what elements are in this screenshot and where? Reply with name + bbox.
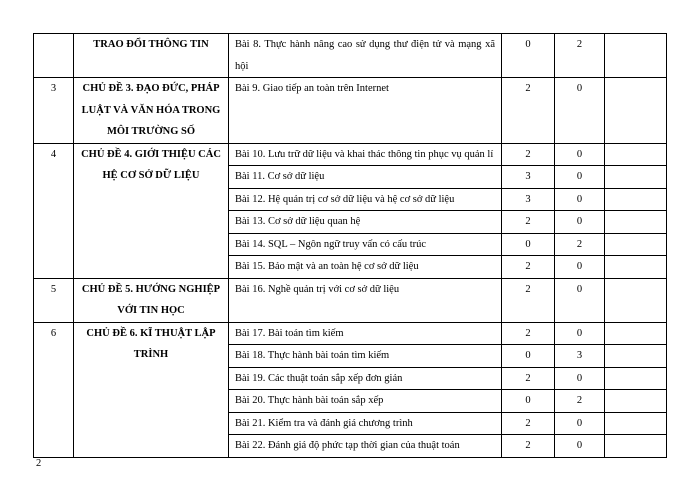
table-row: [34, 322, 667, 345]
theory-periods: 2: [502, 256, 555, 279]
theory-periods: 0: [502, 390, 555, 413]
practice-periods: 0: [555, 435, 605, 458]
lesson-title: Bài 12. Hệ quản trị cơ sở dữ liệu và hệ cơ sở dữ liệu: [229, 188, 502, 211]
theory-periods: 3: [502, 188, 555, 211]
theory-periods: 2: [502, 278, 555, 322]
lesson-title: Bài 10. Lưu trữ dữ liệu và khai thác thông tin phục vụ quản lí: [229, 143, 502, 166]
table-row: [34, 78, 667, 144]
practice-periods: 2: [555, 390, 605, 413]
notes-cell: [605, 345, 667, 368]
topic-title: CHỦ ĐỀ 6. KĨ THUẬT LẬP TRÌNH: [74, 322, 229, 457]
practice-periods: 0: [555, 166, 605, 189]
topic-title: CHỦ ĐỀ 4. GIỚI THIỆU CÁC HỆ CƠ SỞ DỮ LIỆU: [74, 143, 229, 278]
topic-number: [34, 34, 74, 78]
lesson-title: Bài 17. Bài toán tìm kiếm: [229, 322, 502, 345]
table-row: [34, 278, 667, 322]
theory-periods: 2: [502, 412, 555, 435]
practice-periods: 2: [555, 233, 605, 256]
lesson-title: Bài 11. Cơ sở dữ liệu: [229, 166, 502, 189]
notes-cell: [605, 143, 667, 166]
lesson-title: Bài 14. SQL – Ngôn ngữ truy vấn có cấu trúc: [229, 233, 502, 256]
notes-cell: [605, 278, 667, 322]
practice-periods: 0: [555, 211, 605, 234]
page-number: 2: [36, 458, 42, 469]
table-row: [34, 143, 667, 166]
notes-cell: [605, 188, 667, 211]
topic-number: 3: [34, 78, 74, 144]
theory-periods: 3: [502, 166, 555, 189]
lesson-title: Bài 19. Các thuật toán sắp xếp đơn giản: [229, 367, 502, 390]
practice-periods: 0: [555, 143, 605, 166]
practice-periods: 0: [555, 256, 605, 279]
practice-periods: 0: [555, 412, 605, 435]
practice-periods: 0: [555, 278, 605, 322]
notes-cell: [605, 435, 667, 458]
lesson-title: Bài 16. Nghề quản trị với cơ sở dữ liệu: [229, 278, 502, 322]
practice-periods: 2: [555, 34, 605, 78]
theory-periods: 2: [502, 367, 555, 390]
practice-periods: 0: [555, 188, 605, 211]
notes-cell: [605, 256, 667, 279]
lesson-title: Bài 21. Kiểm tra và đánh giá chương trình: [229, 412, 502, 435]
theory-periods: 2: [502, 211, 555, 234]
lesson-title: Bài 13. Cơ sở dữ liệu quan hệ: [229, 211, 502, 234]
lesson-title: Bài 22. Đánh giá độ phức tạp thời gian của thuật toán: [229, 435, 502, 458]
practice-periods: 0: [555, 78, 605, 144]
theory-periods: 2: [502, 78, 555, 144]
table-row: [34, 34, 667, 78]
curriculum-table: [33, 33, 667, 458]
theory-periods: 0: [502, 345, 555, 368]
topic-number: 4: [34, 143, 74, 278]
practice-periods: 3: [555, 345, 605, 368]
theory-periods: 2: [502, 435, 555, 458]
practice-periods: 0: [555, 322, 605, 345]
theory-periods: 0: [502, 34, 555, 78]
notes-cell: [605, 78, 667, 144]
lesson-title: Bài 8. Thực hành nâng cao sử dụng thư điện tử và mạng xã hội: [229, 34, 502, 78]
theory-periods: 0: [502, 233, 555, 256]
notes-cell: [605, 367, 667, 390]
practice-periods: 0: [555, 367, 605, 390]
topic-number: 6: [34, 322, 74, 457]
notes-cell: [605, 233, 667, 256]
notes-cell: [605, 390, 667, 413]
curriculum-table-body: [34, 34, 667, 458]
topic-title: CHỦ ĐỀ 3. ĐẠO ĐỨC, PHÁP LUẬT VÀ VĂN HÓA TRONG MÔI TRƯỜNG SỐ: [74, 78, 229, 144]
notes-cell: [605, 166, 667, 189]
theory-periods: 2: [502, 143, 555, 166]
notes-cell: [605, 34, 667, 78]
topic-title: TRAO ĐỔI THÔNG TIN: [74, 34, 229, 78]
lesson-title: Bài 15. Bảo mật và an toàn hệ cơ sở dữ liệu: [229, 256, 502, 279]
lesson-title: Bài 18. Thực hành bài toán tìm kiếm: [229, 345, 502, 368]
topic-number: 5: [34, 278, 74, 322]
lesson-title: Bài 9. Giao tiếp an toàn trên Internet: [229, 78, 502, 144]
notes-cell: [605, 412, 667, 435]
theory-periods: 2: [502, 322, 555, 345]
lesson-title: Bài 20. Thực hành bài toán sắp xếp: [229, 390, 502, 413]
topic-title: CHỦ ĐỀ 5. HƯỚNG NGHIỆP VỚI TIN HỌC: [74, 278, 229, 322]
notes-cell: [605, 211, 667, 234]
notes-cell: [605, 322, 667, 345]
